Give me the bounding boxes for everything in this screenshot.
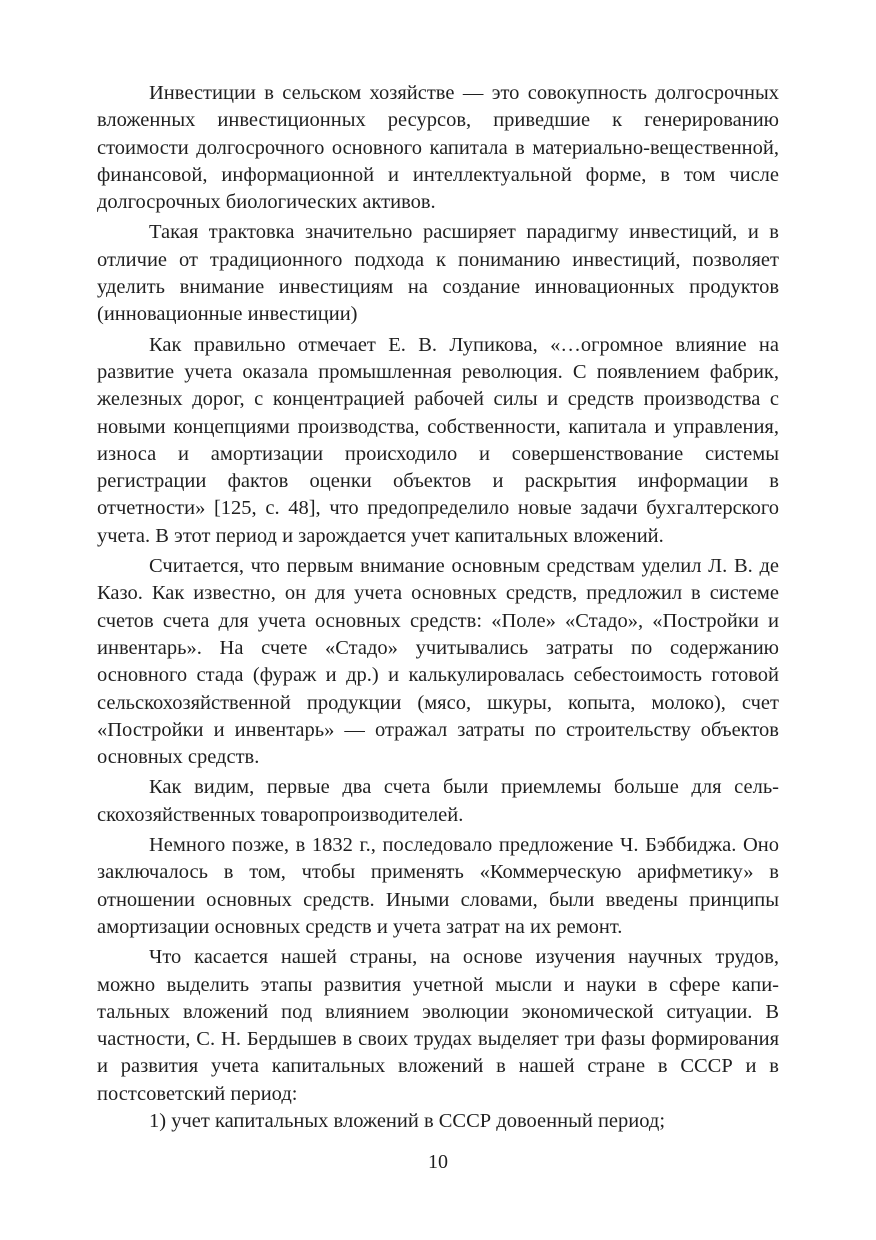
paragraph-paradigm: Такая трактовка значительно расширяет парадигму инвестиций, и в отличие от традиционного подхода к пониманию инвестиций, позволяет уделить внимание инвестициям на создание инновационных продуктов (инновационные инвестиции) bbox=[97, 221, 779, 326]
paragraph-lupikova-quote: Как правильно отмечает Е. В. Лупикова, «…огромное влияние на развитие учета оказала промышленная революция. С появлением фабрик, железных дорог, с концентрацией рабочей силы и средств производства с новыми концепциями производства, собственности, капитала и управления, износа и амортизации происходило и совершенствование системы регистрации фактов оценки объектов и раскрытия информации в отчетности» [125, с. 48], что предопределило новые задачи бухгалтерского учета. В этот период и зарождается учет капитальных вложений. bbox=[97, 333, 779, 547]
paragraph-our-country: Что касается нашей страны, на основе изучения научных трудов, можно выделить этапы развития учетной мысли и науки в сфере капитальных вложений под влиянием эволюции экономической ситуации. В частности, С. Н. Бердышев в своих трудах выделяет три фазы формирования и развития учета капитальных вложений в нашей стране в СССР и в постсоветский период: bbox=[97, 946, 779, 1105]
paragraph-babbage: Немного позже, в 1832 г., последовало предложение Ч. Бэббиджа. Оно заключалось в том, чтобы применять «Коммерческую арифметику» в отношении основных средств. Иными словами, были введены принципы амортизации основных средств и учета затрат на их ремонт. bbox=[97, 834, 779, 938]
page-body bbox=[97, 80, 779, 1138]
paragraph-first-two-accounts: Как видим, первые два счета были приемлемы больше для сельскохозяйственных товаропроизводителей. bbox=[97, 776, 779, 826]
page-number: 10 bbox=[428, 1151, 448, 1173]
paragraph-de-kazo: Считается, что первым внимание основным средствам уделил Л. В. де Казо. Как известно, он для учета основных средств, предложил в системе счетов счета для учета основных средств: «Поле» «Стадо», «Постройки и инвентарь». На счете «Стадо» учитывались затраты по содержанию основного стада (фураж и др.) и калькулировалась себестоимость готовой сельскохозяйственной продукции (мясо, шкуры, копыта, молоко), счет «Постройки и инвентарь» — отражал затраты по строительству объектов основных средств. bbox=[97, 555, 779, 769]
paragraph-investment-definition: Инвестиции в сельском хозяйстве — это совокупность долгосрочных вложенных инвестиционных ресурсов, приведшие к генерированию стоимости долгосрочного основного капитала в материально-вещественной, финансовой, информационной и интеллектуальной форме, в том числе долгосрочных биологических активов. bbox=[97, 82, 779, 214]
list-item-phase-1: 1) учет капитальных вложений в СССР довоенный период; bbox=[149, 1109, 666, 1132]
